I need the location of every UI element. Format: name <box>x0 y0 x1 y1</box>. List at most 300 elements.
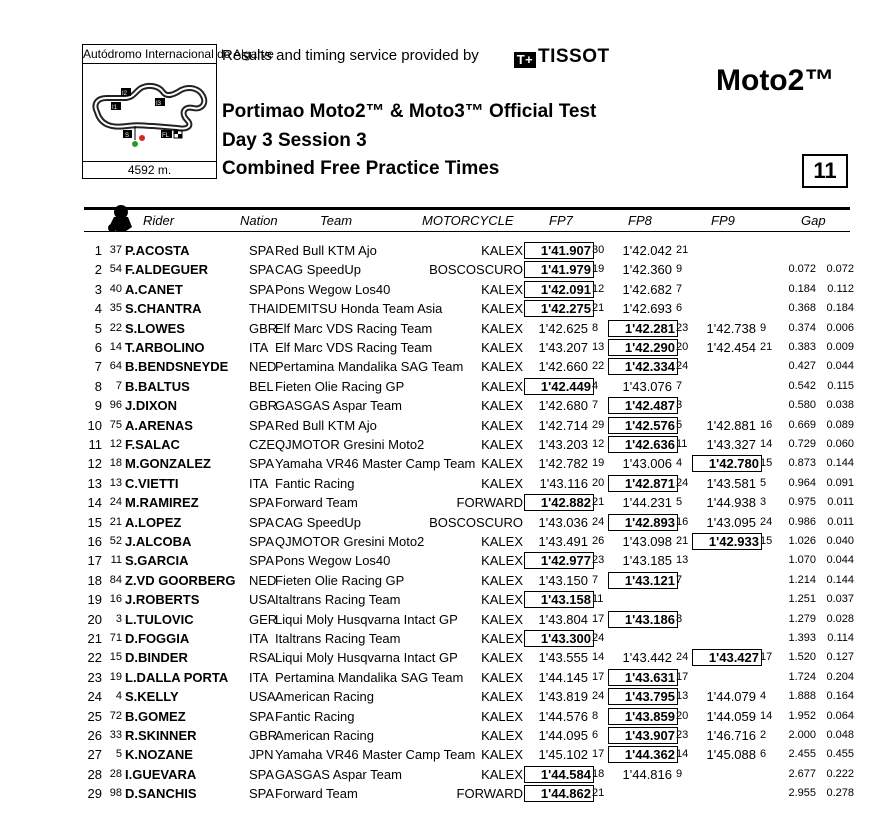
cell-gap1: 0.975 <box>788 496 816 509</box>
cell-rider: D.FOGGIA <box>125 631 190 646</box>
col-fp7: FP7 <box>549 213 573 228</box>
cell-gap2: 0.044 <box>826 360 854 373</box>
cell-gap2: 0.114 <box>827 632 854 644</box>
cell-num: 71 <box>109 632 122 644</box>
col-team: Team <box>320 213 353 228</box>
cell-fp7: 1'42.091 <box>524 281 594 298</box>
cell-fp9: 1'42.454 <box>706 340 756 355</box>
cell-num: 16 <box>109 593 122 606</box>
cell-l9: 9 <box>760 321 767 334</box>
cell-moto: KALEX <box>481 456 523 472</box>
cell-rider: D.SANCHIS <box>125 786 197 802</box>
cell-nat: ITA <box>249 669 269 685</box>
cell-gap1: 2.955 <box>788 787 816 800</box>
cell-gap1: 0.368 <box>788 302 816 315</box>
cell-fp7: 1'44.576 <box>538 708 588 724</box>
cell-num: 28 <box>109 767 122 780</box>
cell-pos: 4 <box>94 301 102 317</box>
cell-gap2: 0.127 <box>826 651 854 664</box>
cell-fp9: 1'42.738 <box>706 320 756 336</box>
cell-nat: GBR <box>249 320 278 336</box>
cell-fp9: 1'43.581 <box>706 475 756 491</box>
cell-moto: KALEX <box>481 631 523 646</box>
cell-gap1: 1.520 <box>788 651 816 664</box>
cell-gap1: 0.542 <box>788 379 816 392</box>
cell-team: QJMOTOR Gresini Moto2 <box>275 437 425 452</box>
cell-fp8: 1'42.871 <box>608 475 678 492</box>
cell-pos: 5 <box>94 320 102 336</box>
cell-fp7: 1'42.882 <box>524 494 594 511</box>
cell-fp7: 1'42.782 <box>538 456 588 472</box>
cell-rider: I.GUEVARA <box>125 766 197 782</box>
cell-moto: KALEX <box>481 669 523 685</box>
cell-pos: 2 <box>94 262 102 278</box>
table-row <box>0 590 886 609</box>
cell-moto: KALEX <box>481 243 523 258</box>
cell-moto: FORWARD <box>456 495 523 511</box>
cell-pos: 10 <box>87 417 102 433</box>
col-gap: Gap <box>801 213 826 228</box>
table-row <box>0 280 886 299</box>
cell-num: 18 <box>109 457 122 470</box>
cell-l8: 6 <box>676 302 683 315</box>
cell-pos: 15 <box>87 514 102 530</box>
cell-rider: K.NOZANE <box>125 747 193 763</box>
cell-moto: KALEX <box>481 747 523 763</box>
cell-l7: 18 <box>592 767 605 780</box>
cell-fp7: 1'41.907 <box>524 242 594 259</box>
cell-gap2: 0.040 <box>826 535 854 547</box>
cell-nat: ITA <box>249 340 269 355</box>
session-title: Day 3 Session 3 <box>222 130 367 151</box>
cell-moto: KALEX <box>481 572 523 588</box>
cell-fp8: 1'43.859 <box>608 708 678 725</box>
cell-team: GASGAS Aspar Team <box>275 398 402 414</box>
cell-pos: 20 <box>87 611 102 627</box>
cell-num: 3 <box>115 612 122 625</box>
table-row <box>0 377 886 396</box>
cell-pos: 24 <box>87 689 102 705</box>
cell-l7: 26 <box>592 535 605 547</box>
cell-l9: 16 <box>760 418 773 431</box>
table-row <box>0 357 886 376</box>
cell-rider: A.ARENAS <box>125 417 193 433</box>
cell-pos: 18 <box>87 572 102 588</box>
cell-nat: ITA <box>249 475 269 491</box>
rider-helmet-icon <box>106 203 136 238</box>
cell-l8: 23 <box>676 321 689 334</box>
cell-fp7: 1'42.625 <box>538 320 588 336</box>
table-row <box>0 687 886 706</box>
circuit-name: Autódromo Internacional do Algarve <box>82 44 217 64</box>
cell-fp8: 1'43.006 <box>622 456 672 472</box>
cell-nat: USA <box>249 592 276 608</box>
cell-pos: 14 <box>87 495 102 511</box>
cell-l7: 24 <box>592 515 605 528</box>
cell-fp7: 1'43.116 <box>539 475 588 491</box>
cell-num: 19 <box>109 670 122 683</box>
cell-gap2: 0.455 <box>826 748 854 761</box>
cell-num: 14 <box>109 341 122 353</box>
cell-gap2: 0.222 <box>826 767 854 780</box>
cell-pos: 1 <box>94 243 102 258</box>
table-row <box>0 765 886 784</box>
col-motorcycle: MOTORCYCLE <box>422 213 514 228</box>
cell-nat: USA <box>249 689 276 705</box>
cell-num: 72 <box>109 709 122 722</box>
cell-fp7: 1'42.275 <box>524 300 594 317</box>
cell-num: 96 <box>109 399 122 412</box>
cell-pos: 11 <box>88 437 102 452</box>
cell-fp9: 1'42.933 <box>692 533 762 550</box>
cell-moto: KALEX <box>481 398 523 414</box>
cell-l9: 14 <box>760 438 773 450</box>
cell-gap2: 0.204 <box>826 670 854 683</box>
cell-nat: SPA <box>249 766 275 782</box>
cell-gap1: 1.279 <box>788 612 816 625</box>
cell-fp8: 1'43.631 <box>608 669 678 686</box>
cell-rider: S.GARCIA <box>125 553 189 569</box>
column-header-rule <box>84 231 850 232</box>
cell-l7: 7 <box>592 573 599 586</box>
table-row <box>0 648 886 667</box>
cell-gap2: 0.072 <box>826 263 854 276</box>
cell-l7: 6 <box>592 729 599 741</box>
cell-l7: 17 <box>592 612 605 625</box>
cell-l7: 17 <box>592 670 605 683</box>
cell-rider: M.GONZALEZ <box>125 456 211 472</box>
cell-gap1: 1.393 <box>788 632 816 644</box>
cell-gap1: 1.952 <box>788 709 816 722</box>
cell-nat: SPA <box>249 243 275 258</box>
cell-gap1: 0.184 <box>788 282 816 295</box>
report-title: Combined Free Practice Times <box>222 158 500 179</box>
cell-gap2: 0.091 <box>826 476 854 489</box>
svg-text:I3: I3 <box>156 101 162 107</box>
cell-moto: KALEX <box>481 281 523 297</box>
cell-fp7: 1'42.660 <box>538 359 588 375</box>
table-row <box>0 338 886 357</box>
cell-l9: 6 <box>760 748 767 761</box>
cell-l7: 23 <box>592 554 605 567</box>
cell-moto: BOSCOSCURO <box>429 514 523 530</box>
cell-l8: 11 <box>676 438 688 450</box>
cell-team: Fieten Olie Racing GP <box>275 378 405 394</box>
cell-gap1: 2.677 <box>788 767 816 780</box>
cell-fp8: 1'42.487 <box>608 397 678 414</box>
cell-team: Forward Team <box>275 495 358 511</box>
cell-fp9: 1'44.079 <box>706 689 756 705</box>
table-row <box>0 241 886 260</box>
cell-fp9: 1'46.716 <box>706 728 756 743</box>
cell-pos: 16 <box>87 534 102 549</box>
cell-l8: 24 <box>676 651 689 664</box>
cell-moto: KALEX <box>481 475 523 491</box>
cell-team: Pertamina Mandalika SAG Team <box>275 359 464 375</box>
cell-fp7: 1'42.714 <box>538 417 588 433</box>
cell-fp8: 1'44.816 <box>622 766 672 782</box>
cell-gap1: 0.383 <box>788 341 816 353</box>
cell-fp7: 1'44.145 <box>538 669 588 685</box>
cell-l7: 12 <box>592 438 605 450</box>
cell-moto: KALEX <box>481 417 523 433</box>
cell-fp7: 1'43.804 <box>538 611 588 627</box>
cell-gap1: 0.374 <box>788 321 816 334</box>
cell-rider: S.KELLY <box>125 689 179 705</box>
cell-gap1: 0.580 <box>788 399 816 412</box>
track-length: 4592 m. <box>82 161 217 179</box>
table-row <box>0 319 886 338</box>
cell-moto: KALEX <box>481 592 523 608</box>
cell-gap1: 0.873 <box>788 457 816 470</box>
cell-gap1: 0.669 <box>788 418 816 431</box>
cell-num: 40 <box>109 282 122 295</box>
cell-rider: S.LOWES <box>125 320 185 336</box>
table-row <box>0 629 886 648</box>
cell-l7: 19 <box>592 457 605 470</box>
cell-moto: KALEX <box>481 689 523 705</box>
cell-fp7: 1'44.862 <box>524 785 594 802</box>
cell-fp9: 1'43.327 <box>706 437 756 452</box>
cell-pos: 19 <box>87 592 102 608</box>
cell-fp9: 1'44.938 <box>706 495 756 511</box>
cell-pos: 7 <box>94 359 102 375</box>
cell-gap2: 0.144 <box>826 573 854 586</box>
cell-gap2: 0.278 <box>826 787 854 800</box>
col-nation: Nation <box>240 213 278 228</box>
cell-l8: 20 <box>676 341 689 353</box>
cell-l8: 14 <box>676 748 689 761</box>
cell-fp7: 1'42.680 <box>538 398 588 414</box>
cell-fp7: 1'42.449 <box>524 378 594 395</box>
cell-l7: 24 <box>592 690 605 703</box>
cell-fp8: 1'43.907 <box>608 727 678 744</box>
cell-pos: 3 <box>94 281 102 297</box>
cell-gap1: 0.986 <box>788 515 816 528</box>
cell-num: 33 <box>109 729 122 741</box>
cell-moto: KALEX <box>481 378 523 394</box>
cell-l8: 17 <box>676 670 689 683</box>
svg-text:I1: I1 <box>112 105 118 111</box>
cell-moto: KALEX <box>481 301 523 317</box>
cell-fp8: 1'43.795 <box>608 688 678 705</box>
cell-team: Pons Wegow Los40 <box>275 553 391 569</box>
service-text: Results and timing service provided by <box>222 47 479 64</box>
cell-num: 12 <box>109 438 122 450</box>
cell-fp7: 1'43.491 <box>538 534 588 549</box>
cell-fp8: 1'43.076 <box>622 378 672 394</box>
cell-gap2: 0.011 <box>827 515 854 528</box>
cell-gap2: 0.037 <box>826 593 854 606</box>
cell-l8: 24 <box>676 360 689 373</box>
cell-num: 52 <box>109 535 122 547</box>
cell-l7: 11 <box>592 593 604 606</box>
cell-team: American Racing <box>275 728 374 743</box>
cell-l7: 21 <box>592 302 605 315</box>
table-row <box>0 474 886 493</box>
table-row <box>0 513 886 532</box>
cell-fp8: 1'42.576 <box>608 417 678 434</box>
cell-team: QJMOTOR Gresini Moto2 <box>275 534 425 549</box>
cell-moto: KALEX <box>481 611 523 627</box>
cell-fp7: 1'45.102 <box>538 747 588 763</box>
cell-pos: 23 <box>87 669 102 685</box>
cell-fp8: 1'42.893 <box>608 514 678 531</box>
cell-l8: 20 <box>676 709 689 722</box>
cell-pos: 13 <box>87 475 102 491</box>
cell-team: Yamaha VR46 Master Camp Team <box>275 747 476 763</box>
cell-gap2: 0.064 <box>826 709 854 722</box>
cell-l7: 24 <box>592 632 605 644</box>
cell-l8: 5 <box>676 418 683 431</box>
cell-moto: KALEX <box>481 708 523 724</box>
cell-l7: 7 <box>592 399 599 412</box>
cell-fp7: 1'43.203 <box>538 437 588 452</box>
cell-l8: 4 <box>676 457 683 470</box>
cell-nat: SPA <box>249 281 275 297</box>
cell-gap1: 1.070 <box>788 554 816 567</box>
cell-num: 7 <box>115 379 122 392</box>
table-row <box>0 493 886 512</box>
cell-l8: 23 <box>676 729 689 741</box>
cell-rider: J.DIXON <box>125 398 178 414</box>
cell-rider: L.DALLA PORTA <box>125 669 229 685</box>
cell-l7: 20 <box>592 476 605 489</box>
cell-nat: SPA <box>249 534 275 549</box>
class-title: Moto2™ <box>716 64 835 97</box>
cell-rider: A.LOPEZ <box>125 514 182 530</box>
svg-text:I2: I2 <box>122 91 128 97</box>
cell-fp8: 1'42.360 <box>622 262 672 278</box>
cell-l9: 2 <box>760 729 767 741</box>
cell-moto: KALEX <box>481 766 523 782</box>
cell-l7: 17 <box>592 748 605 761</box>
cell-num: 37 <box>109 244 122 256</box>
cell-fp9: 1'43.095 <box>706 514 756 530</box>
cell-gap2: 0.011 <box>827 496 854 509</box>
cell-gap2: 0.060 <box>826 438 854 450</box>
cell-rider: L.TULOVIC <box>125 611 194 627</box>
cell-team: Yamaha VR46 Master Camp Team <box>275 456 476 472</box>
cell-pos: 9 <box>94 398 102 414</box>
cell-pos: 27 <box>87 747 102 763</box>
cell-rider: A.CANET <box>125 281 183 297</box>
cell-fp8: 1'42.636 <box>608 436 678 453</box>
cell-fp9: 1'44.059 <box>706 708 756 724</box>
cell-fp8: 1'44.231 <box>622 495 672 511</box>
cell-num: 22 <box>109 321 122 334</box>
table-row <box>0 745 886 764</box>
cell-fp7: 1'42.977 <box>524 552 594 569</box>
cell-fp7: 1'41.979 <box>524 261 594 278</box>
cell-team: Red Bull KTM Ajo <box>275 417 377 433</box>
cell-l7: 30 <box>592 244 605 256</box>
cell-nat: GER <box>249 611 278 627</box>
cell-num: 21 <box>109 515 122 528</box>
cell-gap1: 1.251 <box>788 593 816 606</box>
cell-fp8: 1'42.281 <box>608 320 678 337</box>
cell-gap2: 0.164 <box>826 690 854 703</box>
cell-l9: 21 <box>760 341 773 353</box>
cell-gap2: 0.184 <box>826 302 854 315</box>
cell-gap1: 0.072 <box>788 263 816 276</box>
table-row <box>0 784 886 803</box>
cell-l9: 15 <box>760 535 773 547</box>
sponsor-name: TISSOT <box>538 46 610 67</box>
cell-l8: 7 <box>676 379 683 392</box>
cell-fp7: 1'43.819 <box>538 689 588 705</box>
cell-team: Italtrans Racing Team <box>275 592 401 608</box>
cell-team: American Racing <box>275 689 374 705</box>
cell-rider: J.ROBERTS <box>125 592 200 608</box>
cell-gap1: 1.214 <box>788 573 816 586</box>
cell-nat: SPA <box>249 417 275 433</box>
cell-nat: NED <box>249 572 277 588</box>
cell-moto: KALEX <box>481 534 523 549</box>
cell-l9: 5 <box>760 476 767 489</box>
cell-num: 84 <box>109 573 122 586</box>
cell-rider: D.BINDER <box>125 650 188 666</box>
cell-fp7: 1'43.207 <box>538 340 588 355</box>
cell-num: 15 <box>109 651 122 664</box>
col-fp8: FP8 <box>628 213 652 228</box>
table-row <box>0 260 886 279</box>
cell-fp8: 1'43.442 <box>622 650 672 666</box>
cell-num: 5 <box>115 748 122 761</box>
cell-nat: SPA <box>249 456 275 472</box>
cell-num: 4 <box>115 690 122 703</box>
cell-nat: GBR <box>249 728 278 743</box>
cell-fp8: 1'43.185 <box>622 553 672 569</box>
cell-l9: 3 <box>760 496 767 509</box>
cell-fp8: 1'43.121 <box>608 572 678 589</box>
cell-rider: C.VIETTI <box>125 475 179 491</box>
cell-fp8: 1'42.682 <box>622 281 672 297</box>
cell-team: Forward Team <box>275 786 358 802</box>
cell-gap2: 0.048 <box>826 729 854 741</box>
cell-moto: KALEX <box>481 359 523 375</box>
page-number: 11 <box>802 154 848 188</box>
cell-l7: 19 <box>592 263 605 276</box>
cell-gap2: 0.112 <box>827 282 854 295</box>
cell-fp7: 1'43.555 <box>538 650 588 666</box>
cell-moto: KALEX <box>481 553 523 569</box>
cell-pos: 26 <box>87 728 102 743</box>
cell-gap1: 1.026 <box>788 535 816 547</box>
cell-team: Fieten Olie Racing GP <box>275 572 405 588</box>
svg-text:S: S <box>125 133 130 139</box>
col-rider: Rider <box>143 213 175 228</box>
cell-fp9: 1'42.780 <box>692 455 762 472</box>
cell-fp7: 1'43.150 <box>538 572 588 588</box>
cell-l8: 9 <box>676 767 683 780</box>
cell-gap1: 2.000 <box>788 729 816 741</box>
cell-l8: 5 <box>676 496 683 509</box>
cell-fp8: 1'42.290 <box>608 339 678 356</box>
cell-nat: BEL <box>249 378 274 394</box>
cell-l7: 13 <box>592 341 605 353</box>
event-title: Portimao Moto2™ & Moto3™ Official Test <box>222 101 597 122</box>
table-row <box>0 726 886 745</box>
cell-nat: SPA <box>249 786 275 802</box>
cell-pos: 21 <box>87 631 102 646</box>
cell-l8: 21 <box>676 535 689 547</box>
cell-moto: KALEX <box>481 320 523 336</box>
cell-num: 54 <box>109 263 122 276</box>
cell-num: 64 <box>109 360 122 373</box>
cell-l8: 8 <box>676 612 683 625</box>
svg-text:FL: FL <box>162 133 170 139</box>
